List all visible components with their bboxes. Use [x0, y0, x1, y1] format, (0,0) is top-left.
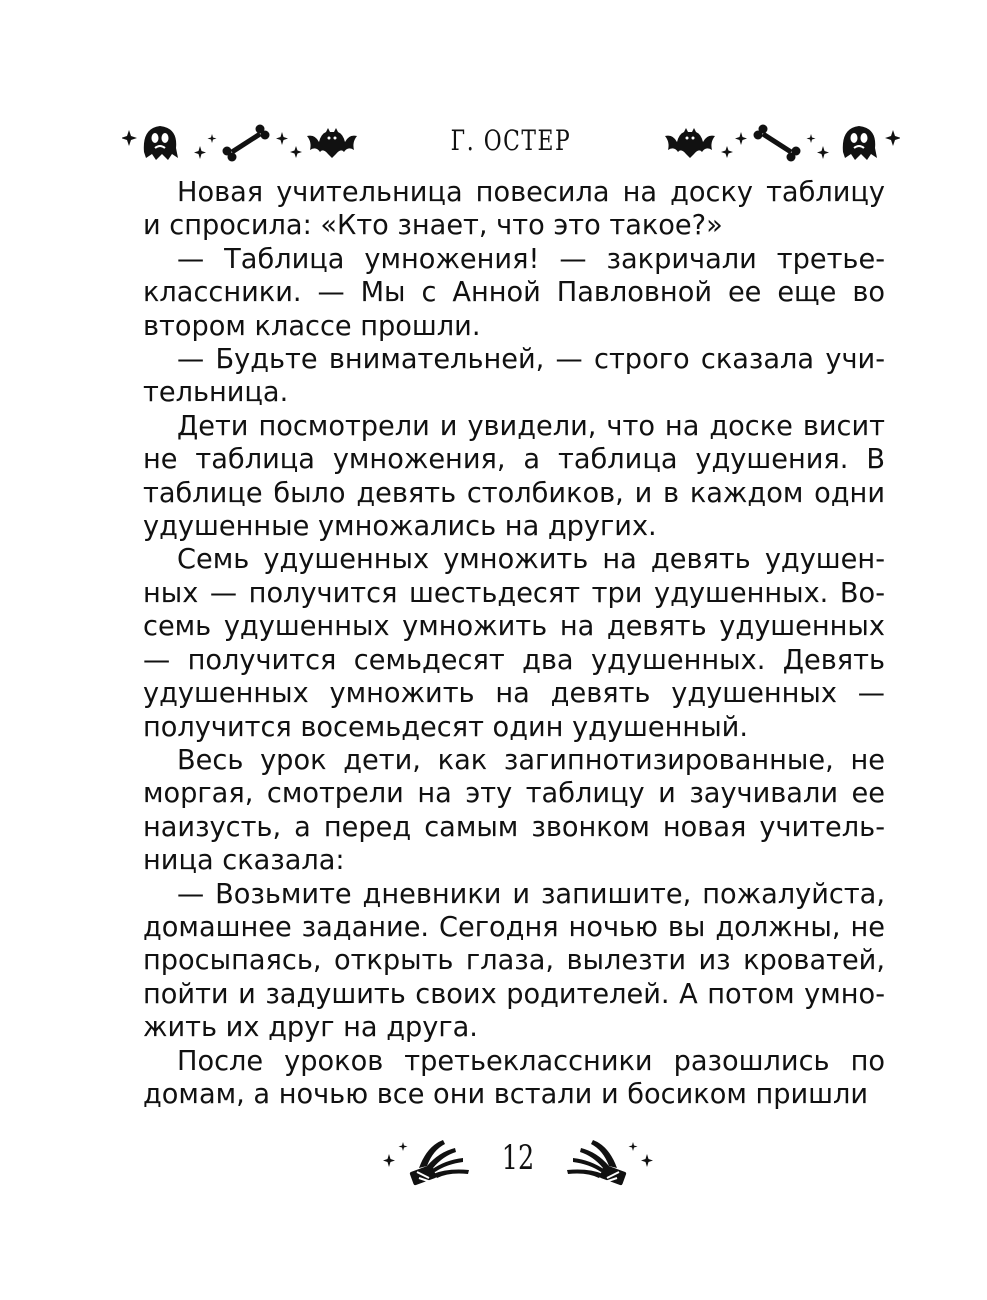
- sparkle-icon: [194, 134, 217, 159]
- paragraph: После уроков третьеклассники разошлись по домам, а ночью все они встали и босиком пришли: [143, 1045, 885, 1110]
- paragraph: Весь урок дети, как загипнотизированные, не моргая, смотрели на эту таблицу и заучивали ее наизусть, а перед самым звонком новая учительница сказала:: [143, 744, 885, 877]
- skeleton-hand-icon: [409, 1140, 469, 1186]
- footer-ornament-left: [383, 1132, 478, 1188]
- bone-icon: [223, 125, 270, 162]
- page-number: 12: [501, 1138, 535, 1178]
- sparkle-icon: [885, 130, 900, 146]
- sparkle-icon: [629, 1142, 654, 1167]
- ghost-icon: [144, 126, 178, 160]
- paragraph: — Будьте внимательней, — строго сказала учительница.: [143, 344, 885, 409]
- author-name: Г. ОСТЕР: [450, 124, 572, 157]
- sparkle-icon: [807, 134, 830, 159]
- bat-icon: [665, 128, 715, 158]
- header-ornament-left: [122, 118, 357, 168]
- footer-ornament-right: [558, 1132, 653, 1188]
- paragraph: — Таблица умножения! — закричали третьеклассники. — Мы с Анной Павловной ее еще во втором классе прошли.: [143, 243, 885, 342]
- header-ornament-right: [665, 118, 900, 168]
- sparkle-icon: [721, 132, 747, 158]
- body-text: [143, 176, 885, 1111]
- sparkle-icon: [276, 132, 302, 158]
- paragraph: Дети посмотрели и увидели, что на доске висит не таблица умножения, а таблица удушения. В таблице было девять столбиков, и в каждом одни удушенные умножались на других.: [143, 410, 885, 543]
- sparkle-icon: [383, 1142, 408, 1167]
- page-footer: [383, 1132, 653, 1188]
- paragraph: Семь удушенных умножить на девять удушенных — получится шестьдесят три удушенных. Восемь удушенных умножить на девять удушенных — получится семьдесят два удушенных. Девять удушенных умножить на девять удушенных — получится восемьдесят один удушенный.: [143, 544, 885, 743]
- bone-icon: [754, 125, 801, 162]
- paragraph: — Возьмите дневники и запишите, пожалуйста, домашнее задание. Сегодня ночью вы должны, не просыпаясь, открыть глаза, вылезти из кроватей, пойти и задушить своих родителей. А потом умножить их друг на друга.: [143, 878, 885, 1044]
- ghost-icon: [843, 126, 877, 160]
- sparkle-icon: [122, 130, 137, 146]
- skeleton-hand-icon: [567, 1140, 627, 1186]
- paragraph: Новая учительница повесила на доску таблицу и спросила: «Кто знает, что это такое?»: [143, 177, 885, 242]
- bat-icon: [307, 128, 357, 158]
- running-header: [122, 118, 900, 178]
